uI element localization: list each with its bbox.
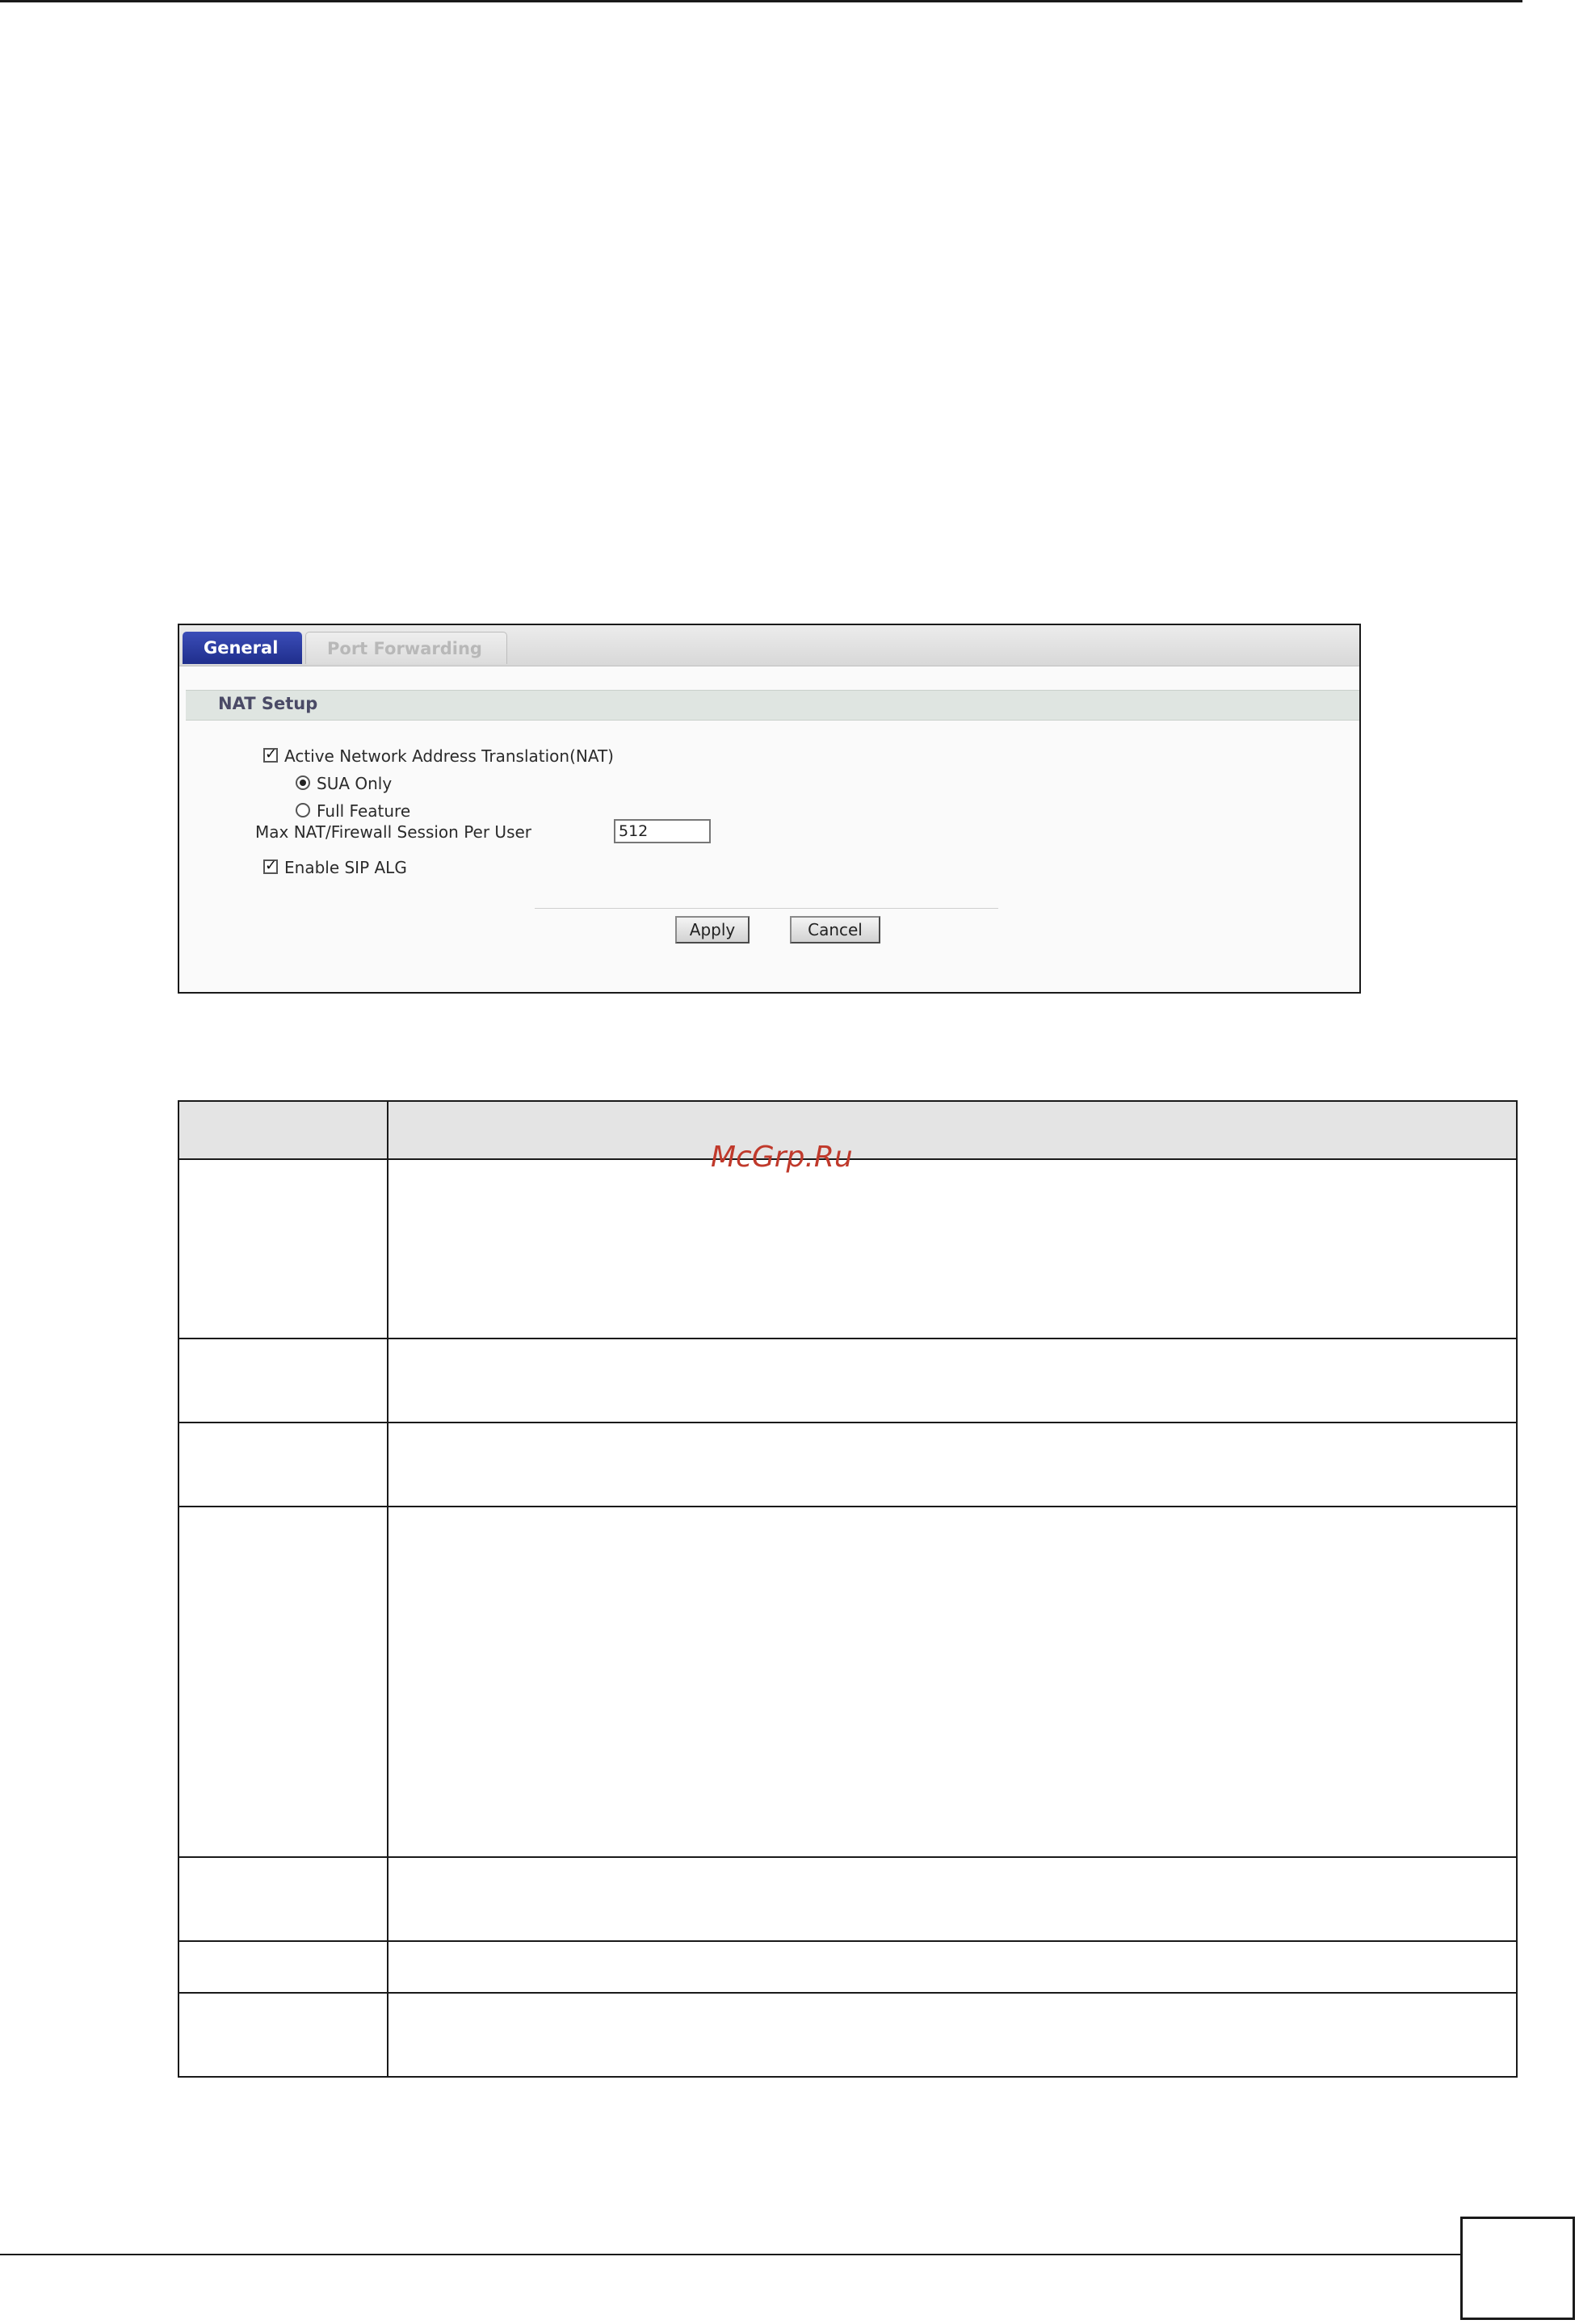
enable-sip-alg-label: Enable SIP ALG: [284, 858, 407, 877]
table-row: [178, 1507, 1517, 1857]
table-row: [178, 1993, 1517, 2077]
apply-button[interactable]: Apply: [675, 916, 750, 943]
section-title: NAT Setup: [218, 694, 318, 713]
tab-bar: [179, 625, 1359, 666]
nat-general-screen: [178, 624, 1361, 994]
table-row: [178, 1941, 1517, 1993]
active-nat-checkbox[interactable]: ✓: [265, 746, 278, 763]
sua-only-radio[interactable]: [296, 775, 310, 790]
table-row: [178, 1857, 1517, 1941]
tab-port-forwarding[interactable]: Port Forwarding: [305, 632, 507, 664]
header-cell: [388, 1101, 1517, 1159]
max-session-input[interactable]: [614, 819, 711, 843]
page-number-box: [1460, 2217, 1575, 2320]
field-description-table: [178, 1100, 1518, 2078]
table-row: [178, 1159, 1517, 1339]
bottom-rule: [0, 2254, 1462, 2255]
cancel-button[interactable]: Cancel: [790, 916, 880, 943]
table-row: [178, 1423, 1517, 1507]
table-row: [178, 1339, 1517, 1423]
enable-sip-alg-checkbox[interactable]: ✓: [265, 857, 278, 874]
full-feature-radio[interactable]: [296, 803, 310, 817]
header-cell: [178, 1101, 388, 1159]
nat-setup-section: [186, 690, 1359, 721]
sua-only-label: SUA Only: [317, 774, 393, 793]
active-nat-label: Active Network Address Translation(NAT): [284, 746, 614, 766]
button-divider: [535, 908, 998, 909]
full-feature-label: Full Feature: [317, 801, 411, 821]
top-rule: [0, 0, 1522, 2]
max-session-label: Max NAT/Firewall Session Per User: [255, 822, 532, 842]
tab-general[interactable]: General: [183, 632, 302, 664]
watermark: McGrp.Ru: [711, 1141, 853, 1174]
